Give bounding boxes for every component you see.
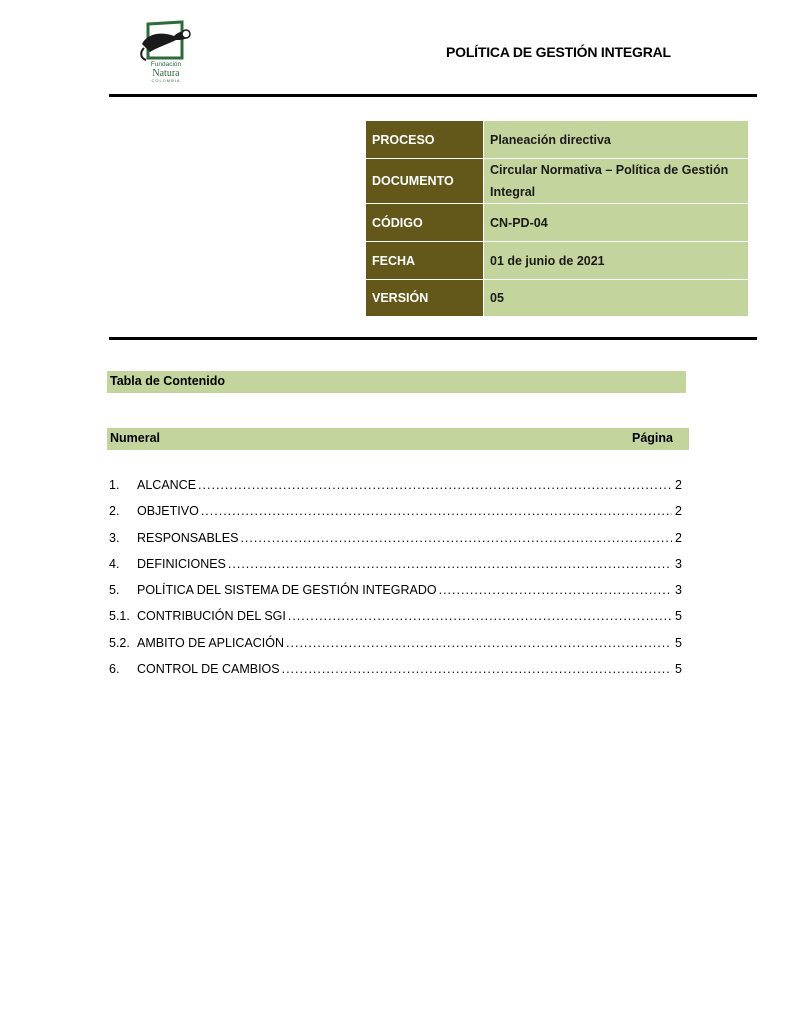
- logo-line-3: COLOMBIA: [151, 77, 181, 83]
- document-metadata-table: [365, 120, 749, 317]
- meta-key: FECHA: [366, 242, 484, 280]
- toc-entry-page: 5: [675, 662, 682, 677]
- document-title: POLÍTICA DE GESTIÓN INTEGRAL: [446, 44, 671, 60]
- meta-value: Circular Normativa – Política de Gestión Integral: [484, 159, 749, 204]
- toc-entry-title: CONTROL DE CAMBIOS: [137, 662, 280, 677]
- meta-key: DOCUMENTO: [366, 159, 484, 204]
- meta-key: CÓDIGO: [366, 204, 484, 242]
- meta-key: PROCESO: [366, 121, 484, 159]
- toc-leader-dots: [282, 662, 672, 676]
- toc-entry-number: 5.: [109, 583, 120, 598]
- toc-leader-dots: [286, 636, 672, 650]
- meta-row-codigo: [366, 204, 749, 242]
- toc-leader-dots: [201, 504, 672, 518]
- toc-entry-title: ALCANCE: [137, 478, 197, 492]
- meta-row-fecha: [366, 242, 749, 280]
- meta-value: CN-PD-04: [484, 204, 749, 242]
- toc-entry-title: POLÍTICA DEL SISTEMA DE GESTIÓN INTEGRADO: [137, 583, 437, 598]
- toc-entry-page: 5: [675, 609, 682, 624]
- toc-leader-dots: [439, 583, 672, 597]
- toc-entry-number: 1.: [109, 478, 120, 492]
- toc-entry[interactable]: [109, 557, 682, 583]
- toc-entry-number: 5.2.: [109, 635, 130, 650]
- toc-entry-number: 3.: [109, 530, 120, 545]
- toc-entry[interactable]: [109, 583, 682, 609]
- table-of-contents: [109, 478, 682, 688]
- toc-entry[interactable]: [109, 504, 682, 530]
- toc-entry-number: 5.1.: [109, 609, 130, 624]
- toc-entry-number: 4.: [109, 556, 120, 571]
- toc-entry-page: 3: [675, 583, 682, 598]
- numeral-column-label: Numeral: [110, 431, 161, 445]
- toc-entry-number: 2.: [109, 504, 120, 519]
- logo-line-1: Fundación: [150, 61, 182, 68]
- toc-entry-page: 2: [675, 504, 682, 519]
- toc-entry[interactable]: [109, 662, 682, 688]
- toc-leader-dots: [240, 531, 672, 545]
- meta-value: 05: [484, 280, 749, 317]
- toc-leader-dots: [228, 557, 672, 571]
- monkey-logo-icon: [134, 18, 196, 66]
- header-divider: [109, 94, 757, 97]
- toc-heading: Tabla de Contenido: [107, 371, 686, 393]
- toc-entry-page: 5: [675, 635, 682, 650]
- page-column-label: Página: [632, 431, 673, 445]
- meta-key: VERSIÓN: [366, 280, 484, 317]
- toc-entry-title: CONTRIBUCIÓN DEL SGI: [137, 609, 286, 624]
- toc-entry[interactable]: [109, 636, 682, 662]
- toc-entry-page: 2: [675, 478, 682, 492]
- metadata-divider: [109, 337, 757, 340]
- meta-value: Planeación directiva: [484, 121, 749, 159]
- toc-entry-title: OBJETIVO: [137, 504, 199, 519]
- toc-leader-dots: [288, 609, 672, 623]
- meta-row-documento: [366, 159, 749, 204]
- toc-entry[interactable]: [109, 609, 682, 635]
- toc-entry[interactable]: [109, 531, 682, 557]
- meta-value: 01 de junio de 2021: [484, 242, 749, 280]
- toc-entry-page: 3: [675, 556, 682, 571]
- toc-entry-title: DEFINICIONES: [137, 556, 226, 571]
- toc-leader-dots: [198, 478, 672, 492]
- logo-line-2: Natura: [152, 67, 180, 79]
- toc-entry-title: RESPONSABLES: [137, 530, 239, 545]
- toc-entry-title: AMBITO DE APLICACIÓN: [137, 635, 285, 650]
- meta-row-version: [366, 280, 749, 317]
- toc-entry-number: 6.: [109, 662, 120, 677]
- meta-row-proceso: [366, 121, 749, 159]
- toc-column-header: [107, 428, 689, 450]
- toc-entry[interactable]: [109, 478, 682, 504]
- fundacion-natura-logo: [134, 18, 196, 86]
- toc-entry-page: 2: [675, 530, 682, 545]
